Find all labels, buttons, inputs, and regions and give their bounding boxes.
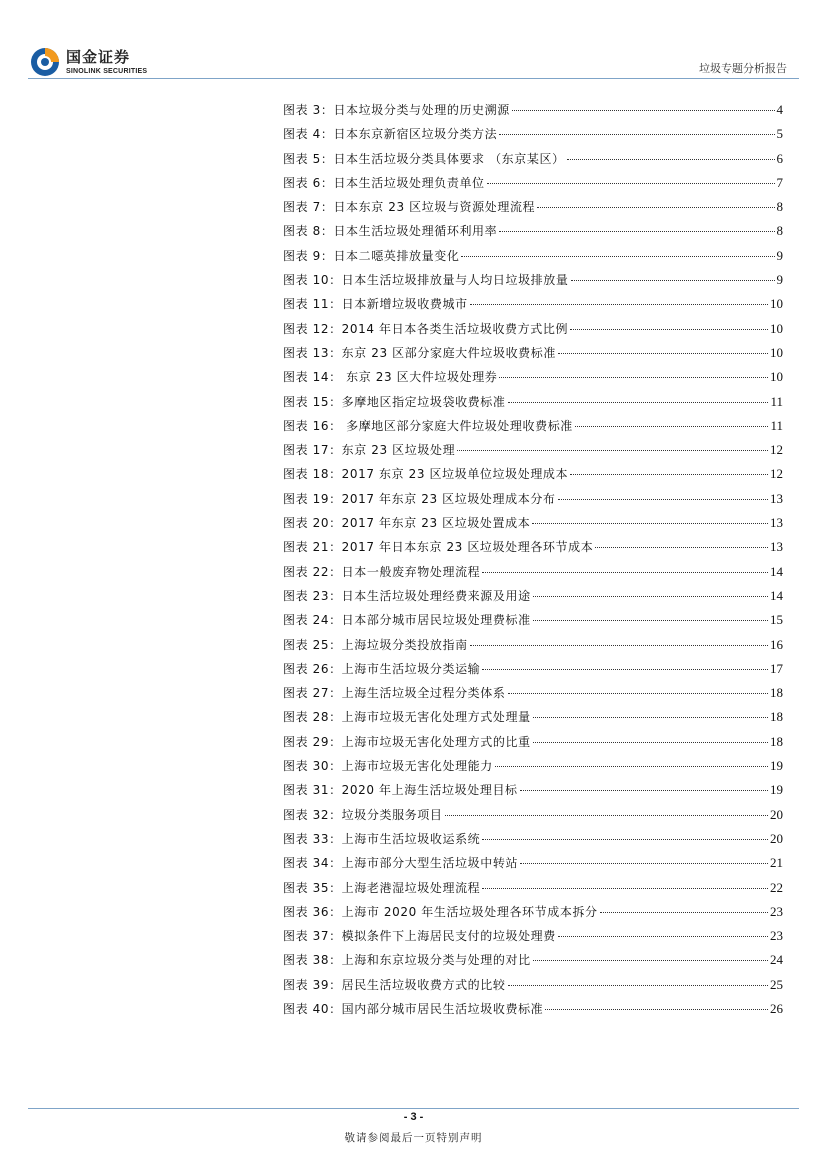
toc-entry-label: 图表 4：日本东京新宿区垃圾分类方法	[283, 127, 498, 142]
toc-entry-page: 10	[770, 296, 783, 312]
toc-entry[interactable]	[283, 174, 783, 198]
toc-entry-label: 图表 23：日本生活垃圾处理经费来源及用途	[283, 588, 531, 603]
toc-entry-page: 10	[770, 344, 783, 360]
toc-entry-label: 图表 32：垃圾分类服务项目	[283, 807, 443, 822]
toc-entry-page: 13	[770, 539, 783, 555]
toc-leader-dots	[445, 815, 769, 816]
toc-leader-dots	[567, 159, 775, 160]
toc-entry[interactable]	[283, 879, 783, 903]
toc-entry-page: 4	[776, 102, 783, 117]
toc-entry-label: 图表 40：国内部分城市居民生活垃圾收费标准	[283, 1001, 544, 1016]
toc-leader-dots	[470, 645, 768, 646]
toc-entry-page: 14	[770, 587, 783, 603]
toc-entry[interactable]	[283, 271, 783, 295]
toc-entry-label: 图表 3：日本垃圾分类与处理的历史溯源	[283, 103, 510, 117]
toc-entry-page: 21	[770, 855, 783, 871]
toc-leader-dots	[533, 717, 768, 718]
toc-entry-page: 8	[776, 223, 783, 239]
toc-entry-page: 13	[770, 515, 783, 531]
toc-entry[interactable]	[283, 125, 783, 149]
toc-entry-label: 图表 12：2014 年日本各类生活垃圾收费方式比例	[283, 321, 569, 336]
toc-leader-dots	[487, 183, 775, 184]
toc-entry-label: 图表 19：2017 年东京 23 区垃圾处理成本分布	[283, 491, 556, 506]
toc-entry-label: 图表 6：日本生活垃圾处理负责单位	[283, 175, 485, 190]
toc-entry[interactable]	[283, 830, 783, 854]
toc-entry-label: 图表 5：日本生活垃圾分类具体要求 （东京某区）	[283, 151, 565, 166]
toc-entry-label: 图表 13：东京 23 区部分家庭大件垃圾收费标准	[283, 345, 556, 360]
toc-entry-label: 图表 27：上海生活垃圾全过程分类体系	[283, 686, 506, 701]
toc-leader-dots	[508, 985, 769, 986]
toc-leader-dots	[558, 936, 768, 937]
toc-entry[interactable]	[283, 198, 783, 222]
toc-entry-label: 图表 35：上海老港湿垃圾处理流程	[283, 880, 481, 895]
toc-entry[interactable]	[283, 587, 783, 611]
toc-leader-dots	[461, 256, 774, 257]
company-logo	[30, 44, 147, 80]
toc-entry-page: 7	[776, 174, 783, 190]
toc-entry[interactable]	[283, 538, 783, 562]
toc-entry-label: 图表 33：上海市生活垃圾收运系统	[283, 831, 481, 846]
toc-entry[interactable]	[283, 368, 783, 392]
toc-entry-label: 图表 10：日本生活垃圾排放量与人均日垃圾排放量	[283, 273, 569, 288]
toc-leader-dots	[482, 669, 768, 670]
toc-entry[interactable]	[283, 854, 783, 878]
toc-entry-page: 23	[770, 928, 783, 944]
disclaimer-note: 敬请参阅最后一页特别声明	[344, 1132, 483, 1144]
toc-entry-label: 图表 37：模拟条件下上海居民支付的垃圾处理费	[283, 929, 556, 944]
toc-entry-page: 22	[770, 879, 783, 895]
toc-entry-page: 18	[770, 709, 783, 725]
toc-entry[interactable]	[283, 733, 783, 757]
toc-entry-page: 14	[770, 563, 783, 579]
toc-entry[interactable]	[283, 222, 783, 246]
toc-leader-dots	[558, 499, 768, 500]
toc-entry[interactable]	[283, 490, 783, 514]
toc-leader-dots	[570, 329, 768, 330]
logo-chinese-name: 国金证券	[66, 47, 131, 66]
toc-entry[interactable]	[283, 320, 783, 344]
header-divider	[28, 78, 799, 79]
toc-entry-page: 11	[770, 417, 783, 433]
toc-entry[interactable]	[283, 903, 783, 927]
toc-entry-label: 图表 7：日本东京 23 区垃圾与资源处理流程	[283, 200, 536, 215]
toc-entry-label: 图表 14： 东京 23 区大件垃圾处理券	[283, 370, 498, 385]
toc-leader-dots	[575, 426, 769, 427]
toc-entry-label: 图表 8：日本生活垃圾处理循环利用率	[283, 224, 498, 239]
toc-entry[interactable]	[283, 927, 783, 951]
toc-leader-dots	[533, 742, 768, 743]
toc-entry-page: 24	[770, 952, 783, 968]
toc-leader-dots	[482, 572, 768, 573]
toc-leader-dots	[457, 450, 768, 451]
toc-entry-label: 图表 15：多摩地区指定垃圾袋收费标准	[283, 394, 506, 409]
toc-entry[interactable]	[283, 781, 783, 805]
toc-leader-dots	[499, 231, 774, 232]
toc-entry[interactable]	[283, 465, 783, 489]
toc-entry-label: 图表 34：上海市部分大型生活垃圾中转站	[283, 856, 519, 871]
toc-leader-dots	[520, 790, 768, 791]
toc-entry-page: 10	[770, 369, 783, 385]
toc-entry[interactable]	[283, 636, 783, 660]
toc-entry[interactable]	[283, 295, 783, 319]
toc-leader-dots	[545, 1009, 768, 1010]
toc-entry[interactable]	[283, 417, 783, 441]
toc-entry[interactable]	[283, 684, 783, 708]
toc-entry-label: 图表 38：上海和东京垃圾分类与处理的对比	[283, 953, 531, 968]
toc-entry-label: 图表 29：上海市垃圾无害化处理方式的比重	[283, 734, 531, 749]
toc-entry[interactable]	[283, 514, 783, 538]
toc-entry-page: 5	[776, 126, 783, 142]
toc-entry-page: 9	[776, 272, 783, 288]
toc-leader-dots	[537, 207, 774, 208]
toc-leader-dots	[558, 353, 768, 354]
toc-entry[interactable]	[283, 1000, 783, 1024]
toc-leader-dots	[533, 596, 768, 597]
toc-entry[interactable]	[283, 611, 783, 635]
logo-icon	[30, 47, 60, 77]
toc-entry[interactable]	[283, 344, 783, 368]
toc-leader-dots	[499, 134, 774, 135]
toc-entry-label: 图表 16： 多摩地区部分家庭大件垃圾处理收费标准	[283, 418, 573, 433]
toc-entry-page: 26	[770, 1000, 783, 1016]
toc-entry-label: 图表 28：上海市垃圾无害化处理方式处理量	[283, 710, 531, 725]
toc-entry[interactable]	[283, 101, 783, 125]
toc-leader-dots	[533, 960, 768, 961]
toc-entry-label: 图表 39：居民生活垃圾收费方式的比较	[283, 977, 506, 992]
toc-leader-dots	[508, 693, 769, 694]
page-number: - 3 -	[403, 1111, 424, 1123]
toc-leader-dots	[532, 523, 768, 524]
toc-entry-page: 9	[776, 247, 783, 263]
toc-leader-dots	[508, 402, 769, 403]
toc-leader-dots	[499, 377, 768, 378]
toc-entry-page: 12	[770, 442, 783, 458]
toc-entry[interactable]	[283, 806, 783, 830]
toc-entry-label: 图表 31：2020 年上海生活垃圾处理目标	[283, 783, 518, 798]
toc-entry-page: 13	[770, 490, 783, 506]
toc-entry-page: 23	[770, 903, 783, 919]
toc-entry[interactable]	[283, 150, 783, 174]
toc-entry-page: 10	[770, 320, 783, 336]
report-title: 垃圾专题分析报告	[699, 62, 787, 75]
toc-entry[interactable]	[283, 976, 783, 1000]
toc-leader-dots	[520, 863, 768, 864]
toc-entry-label: 图表 25：上海垃圾分类投放指南	[283, 637, 468, 652]
toc-entry[interactable]	[283, 393, 783, 417]
toc-entry-page: 18	[770, 685, 783, 701]
toc-leader-dots	[482, 839, 768, 840]
toc-entry-page: 11	[770, 393, 783, 409]
toc-entry[interactable]	[283, 441, 783, 465]
toc-entry-page: 12	[770, 466, 783, 482]
toc-leader-dots	[600, 912, 768, 913]
toc-entry-label: 图表 9：日本二噁英排放量变化	[283, 248, 460, 263]
toc-entry-page: 20	[770, 806, 783, 822]
toc-entry-page: 6	[776, 150, 783, 166]
toc-entry-page: 16	[770, 636, 783, 652]
toc-entry[interactable]	[283, 951, 783, 975]
toc-leader-dots	[470, 304, 768, 305]
toc-entry-label: 图表 24：日本部分城市居民垃圾处理费标准	[283, 613, 531, 628]
toc-leader-dots	[571, 280, 775, 281]
toc-entry-page: 18	[770, 733, 783, 749]
toc-leader-dots	[570, 474, 768, 475]
toc-entry-label: 图表 20：2017 年东京 23 区垃圾处置成本	[283, 516, 531, 531]
toc-entry-label: 图表 11：日本新增垃圾收费城市	[283, 297, 468, 312]
toc-entry[interactable]	[283, 660, 783, 684]
toc-leader-dots	[482, 888, 768, 889]
footer-divider	[28, 1108, 799, 1109]
toc-entry[interactable]	[283, 563, 783, 587]
toc-entry-label: 图表 18：2017 东京 23 区垃圾单位垃圾处理成本	[283, 467, 569, 482]
toc-leader-dots	[595, 547, 768, 548]
logo-english-name: SINOLINK SECURITIES	[66, 67, 148, 75]
toc-entry-label: 图表 21：2017 年日本东京 23 区垃圾处理各环节成本	[283, 540, 594, 555]
toc-entry-page: 19	[770, 758, 783, 774]
toc-entry-label: 图表 22：日本一般废弃物处理流程	[283, 564, 481, 579]
toc-entry-page: 17	[770, 660, 783, 676]
toc-entry-label: 图表 17：东京 23 区垃圾处理	[283, 443, 456, 458]
toc-entry-page: 15	[770, 612, 783, 628]
toc-entry[interactable]	[283, 708, 783, 732]
toc-entry-page: 8	[776, 199, 783, 215]
toc-entry[interactable]	[283, 247, 783, 271]
toc-leader-dots	[512, 110, 775, 111]
toc-entry-page: 25	[770, 976, 783, 992]
toc-entry-label: 图表 30：上海市垃圾无害化处理能力	[283, 759, 493, 774]
toc-entry-page: 20	[770, 830, 783, 846]
toc-entry[interactable]	[283, 757, 783, 781]
toc-entry-label: 图表 26：上海市生活垃圾分类运输	[283, 661, 481, 676]
table-of-figures	[283, 101, 783, 1024]
toc-leader-dots	[533, 620, 768, 621]
toc-entry-label: 图表 36：上海市 2020 年生活垃圾处理各环节成本拆分	[283, 904, 598, 919]
toc-leader-dots	[495, 766, 768, 767]
toc-entry-page: 19	[770, 782, 783, 798]
